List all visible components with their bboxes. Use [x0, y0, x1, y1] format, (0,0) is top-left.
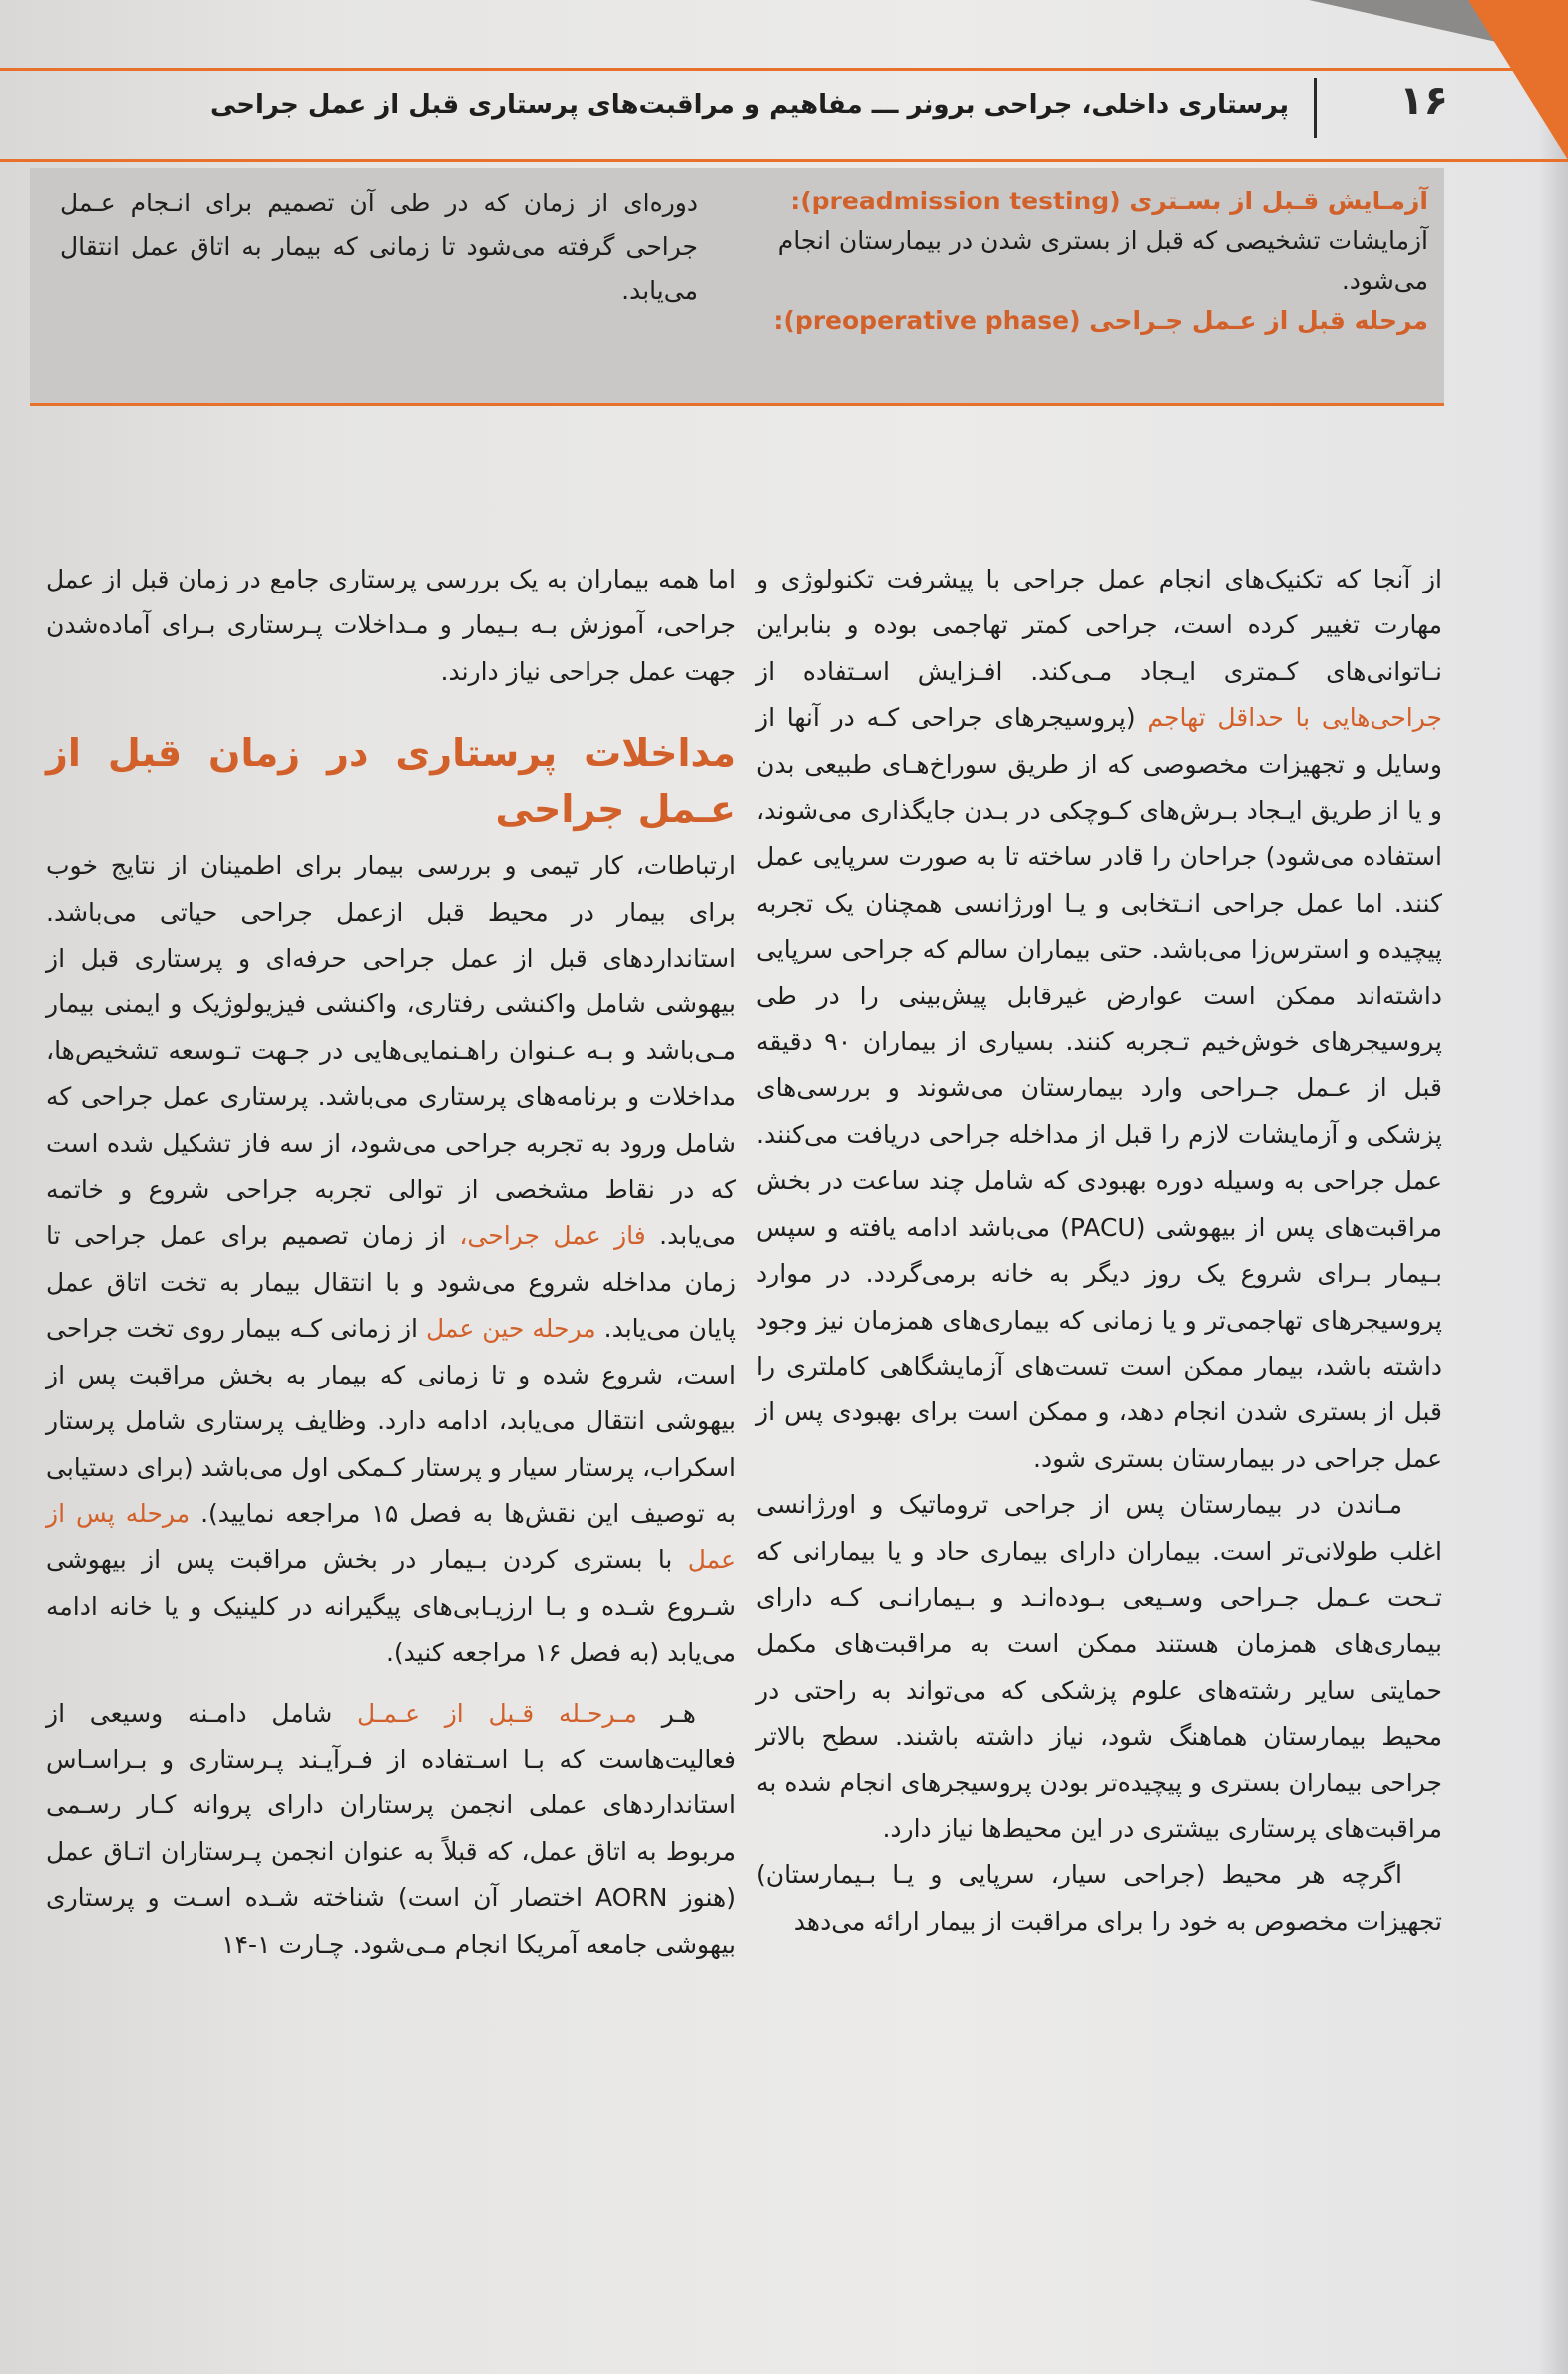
paragraph-text: (پروسیجرهای جراحی کـه در آنها از وسایل و تجهیزات مخصوصی که از طریق سوراخ‌هـای طبیعی بدن و یا از طریق ایـجاد بـرش‌های کـوچکی در بـدن جایگذاری می‌شوند، استفاده می‌شود) جراحان را قادر ساخته تا به صورت سرپایی عمل کنند. اما عمل جراحی انـتخابی و یـا اورژانسی همچنان یک تجربه پیچیده و استرس‌زا می‌باشد. حتی بیماران سالم که جراحی سرپایی داشته‌اند ممکن است عوارض غیرقابل پیش‌بینی را در طی پروسیجرهای خوش‌خیم تـجربه کنند. بسیاری از بیماران ۹۰ دقیقه قبل از عـمل جـراحی وارد بیمارستان می‌شوند و بررسی‌های پزشکی و آزمایشات لازم را قبل از مداخله جراحی دریافت می‌کنند. عمل جراحی به وسیله دوره بهبودی که شامل چند ساعت در بخش مراقبت‌های پس از بیهوشی (PACU) می‌باشد ادامه یافته و سپس بـیمار بـرای شروع یک روز دیگر به خانه برمی‌گردد. در موارد پروسیجرهای تهاجمی‌تر و یا زمانی که بیماری‌های همزمان نیز وجود داشته باشد، بیمار ممکن است تست‌های آزمایشگاهی کاملتری را قبل از بستری شدن انجام دهد، و ممکن است برای بهبودی پس از عمل جراحی در بیمارستان بستری شود.	[756, 703, 1442, 1473]
glossary-definition-preoperative: دوره‌ای از زمان که در طی آن تصمیم برای انـجام عـمل جراحی گرفته می‌شود تا زمانی که بیمار به اتاق عمل انتقال می‌یابد.	[60, 189, 698, 305]
glossary-definition-preadmission: آزمایشات تشخیصی که قبل از بستری شدن در بیمارستان انجام می‌شود.	[777, 226, 1428, 295]
key-term-intraoperative-phase: مرحله حین عمل	[426, 1314, 596, 1344]
paragraph-text: از زمان تصمیم برای عمل جراحی تا زمان مداخله شروع می‌شود و با انتقال بیمار به تخت اتاق عمل پایان می‌یابد.	[46, 1221, 736, 1344]
paragraph-text: شامل دامـنه وسیعی از فعالیت‌هاست که بـا اسـتفاده از فـرآیـند پـرستاری و بـراسـاس استانداردهای عملی انجمن پرستاران دارای پروانه کـار رسـمی مربوط به اتاق عمل، که قبلاً به عنوان انجمن پـرستاران اتـاق عمل (هنوز AORN اختصار آن است) شناخته شـده اسـت و پرستاری بیهوشی جامعه آمریکا انجام مـی‌شود. چـارت ۱-۱۴	[46, 1698, 736, 1959]
paragraph: اما همه بیماران به یک بررسی پرستاری جامع در زمان قبل از عمل جراحی، آموزش بـه بـیمار و مـداخلات پـرستاری بـرای آماده‌شدن جهت عمل جراحی نیاز دارند.	[46, 565, 736, 686]
running-title: پرستاری داخلی، جراحی برونر ـــ مفاهیم و مراقبت‌های پرستاری قبل از عمل جراحی	[209, 90, 1289, 120]
paragraph-text: از زمانی کـه بیمار روی تخت جراحی است، شروع شده و تا زمانی که بیمار به بخش مراقبت پس از بیهوشی انتقال می‌یابد، ادامه دارد. وظایف پرستاری شامل پرستار اسکراب، پرستار سیار و پرستار کـمکی اول می‌باشد (برای دستیابی به توصیف این نقش‌ها به فصل ۱۵ مراجعه نمایید).	[46, 1314, 737, 1528]
paragraph-text: با بستری کردن بـیمار در بخش مراقبت پس از بیهوشی شـروع شـده و بـا ارزیـابی‌های پیگیرانه در کلینیک و یا خانه ادامه می‌یابد (به فصل ۱۶ مراجعه کنید).	[46, 1545, 736, 1668]
paragraph: اگرچه هر محیط (جراحی سیار، سرپایی و یـا بـیمارستان) تجهیزات مخصوص به خود را برای مراقبت از بیمار ارائه می‌دهد	[756, 1860, 1442, 1936]
paragraph	[46, 1691, 736, 1968]
right-column	[756, 557, 1442, 1945]
header-separator	[1314, 78, 1317, 138]
left-column	[46, 557, 736, 1968]
spine-shadow	[1538, 0, 1568, 2374]
page-number: ۱۶	[1399, 78, 1448, 124]
section-heading: مداخلات پرستاری در زمان قبل از عـمل جراحی	[46, 731, 736, 832]
glossary-term-preoperative: مرحله قبل از عـمل جـراحی (preoperative phase):	[773, 306, 1428, 335]
key-term-postoperative-phase: مرحله پس از عمل	[46, 1498, 737, 1575]
key-term-preoperative-phase: فاز عمل جراحی،	[459, 1221, 646, 1251]
paragraph-text: از آنجا که تکنیک‌های انجام عمل جراحی با پیشرفت تکنولوژی و مهارت تغییر کرده است، جراحی کمتر تهاجمی بوده و بنابراین نـاتوانی‌های کـمتری ایـجاد مـی‌کند. افـزایش اسـتفاده از	[756, 565, 1442, 686]
key-term-minimally-invasive: جراحی‌هایی با حداقل تهاجم	[1147, 703, 1442, 733]
key-term-preoperative: مـرحـله قـبل از عـمـل	[357, 1698, 637, 1728]
glossary-box	[30, 168, 1444, 406]
paragraph-text: ارتباطات، کار تیمی و بررسی بیمار برای اطمینان از نتایج خوب برای بیمار در محیط قبل ازعمل جراحی حیاتی می‌باشد. استانداردهای قبل از عمل جراحی حرفه‌ای و پرستاری قبل از بیهوشی شامل واکنشی رفتاری، واکنشی فیزیولوژیک و ایمنی بیمار مـی‌باشد و بـه عـنوان راهـنمایی‌هایی در جـهت تـوسعه تشخیص‌ها، مداخلات و برنامه‌های پرستاری می‌باشد. پرستاری عمل جراحی که شامل ورود به تجربه جراحی می‌شود، از سه فاز تشکیل شده است که در نقاط مشخصی از توالی تجربه جراحی شروع و خاتمه می‌یابد.	[46, 851, 736, 1251]
paragraph: مـاندن در بیمارستان پس از جراحی تروماتیک و اورژانسی اغلب طولانی‌تر است. بیماران دارای بیماری حاد و یا بیمارانی که تـحت عـمل جـراحی وسـیعی بـوده‌انـد و بـیمارانـی کـه دارای بیماری‌های همزمان هستند ممکن است به مراقبت‌های مکمل حمایتی سایر رشته‌های علوم پزشکی که می‌تواند به راحتی در محیط بیمارستان هماهنگ شود، نیاز داشته باشند. سطح بالاتر جراحی بیماران بستری و پیچیده‌تر بودن پروسیجرهای انجام شده به مراقبت‌های پرستاری بیشتری در این محیط‌ها نیاز دارد.	[756, 1490, 1442, 1843]
paragraph	[46, 843, 736, 1676]
glossary-term-preadmission: آزمـایش قـبل از بسـتری (preadmission testing):	[790, 187, 1428, 215]
paragraph	[756, 557, 1442, 1482]
glossary-right	[740, 182, 1428, 341]
paragraph-text: هـر	[661, 1698, 696, 1728]
